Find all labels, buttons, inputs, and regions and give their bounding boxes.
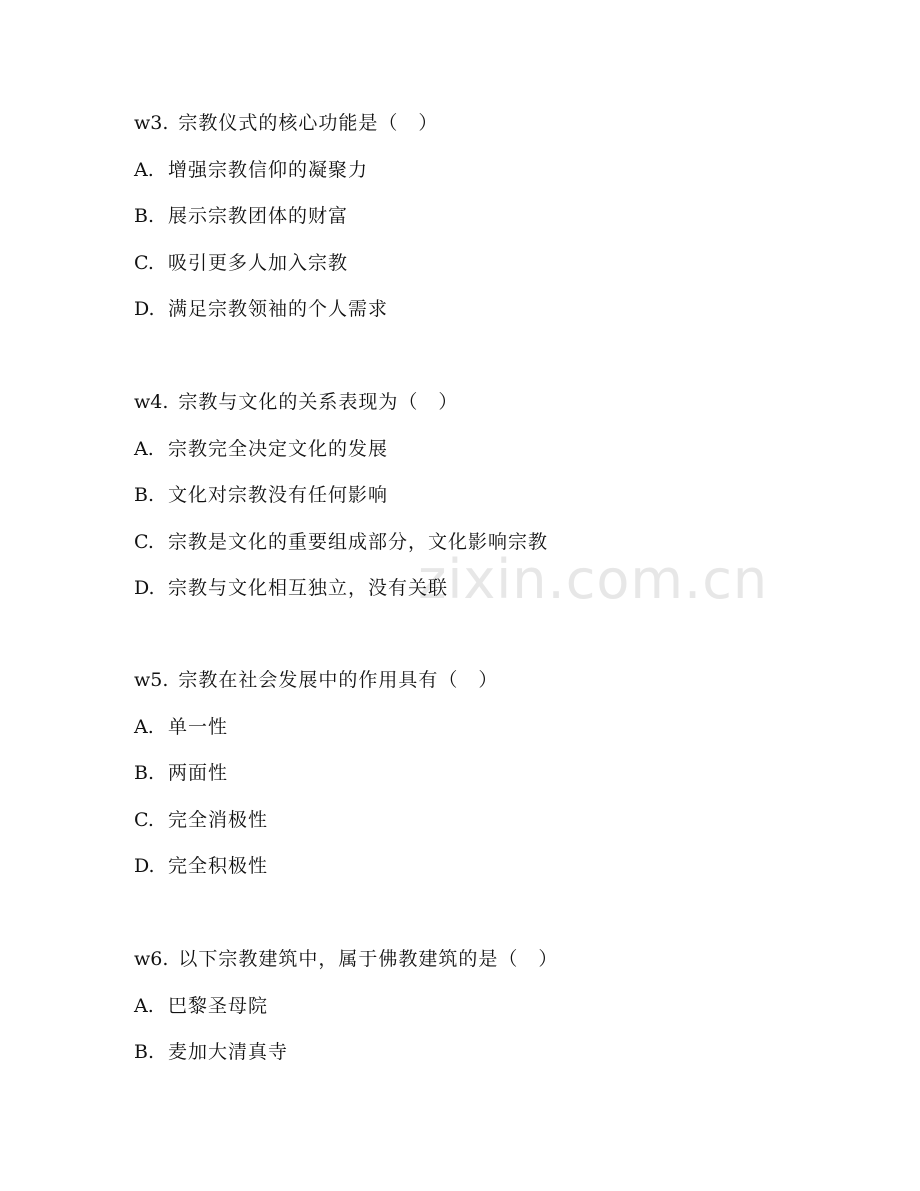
option-text: 完全积极性 xyxy=(168,855,269,877)
option-b xyxy=(134,760,834,807)
option-letter: D. xyxy=(134,577,155,599)
option-text: 宗教与文化相互独立，没有关联 xyxy=(168,577,449,599)
option-letter: A. xyxy=(134,994,154,1017)
option-c xyxy=(134,250,834,297)
question-number: w4. xyxy=(134,391,169,413)
option-text: 巴黎圣母院 xyxy=(168,994,269,1017)
option-c xyxy=(134,529,834,576)
option-letter: C. xyxy=(134,530,154,553)
question-text: 宗教仪式的核心功能是（ ） xyxy=(178,112,439,134)
option-text: 满足宗教领袖的个人需求 xyxy=(168,298,389,320)
option-letter: A. xyxy=(134,715,154,738)
option-text: 麦加大清真寺 xyxy=(168,1041,289,1063)
option-text: 吸引更多人加入宗教 xyxy=(168,251,349,274)
question-number: w5. xyxy=(134,669,169,691)
question-stem xyxy=(134,946,834,993)
option-letter: D. xyxy=(134,298,155,320)
question-stem xyxy=(134,110,834,157)
option-text: 两面性 xyxy=(168,762,229,784)
question-text: 以下宗教建筑中，属于佛教建筑的是（ ） xyxy=(178,948,559,970)
option-d xyxy=(134,853,834,900)
question-w6 xyxy=(134,946,834,1086)
option-letter: C. xyxy=(134,808,154,831)
option-b xyxy=(134,482,834,529)
option-d xyxy=(134,296,834,343)
option-letter: B. xyxy=(134,205,155,227)
question-w3 xyxy=(134,110,834,343)
option-letter: A. xyxy=(134,158,154,181)
question-stem xyxy=(134,667,834,714)
question-w5 xyxy=(134,667,834,900)
option-letter: B. xyxy=(134,484,155,506)
option-a xyxy=(134,714,834,761)
option-text: 文化对宗教没有任何影响 xyxy=(168,484,389,506)
option-d xyxy=(134,575,834,622)
option-letter: B. xyxy=(134,762,155,784)
option-a xyxy=(134,436,834,483)
option-a xyxy=(134,993,834,1040)
question-text: 宗教在社会发展中的作用具有（ ） xyxy=(178,669,499,691)
option-letter: D. xyxy=(134,855,155,877)
option-b xyxy=(134,203,834,250)
option-letter: B. xyxy=(134,1041,155,1063)
option-letter: A. xyxy=(134,437,154,460)
option-c xyxy=(134,807,834,854)
option-text: 完全消极性 xyxy=(168,808,269,831)
question-w4 xyxy=(134,389,834,622)
option-letter: C. xyxy=(134,251,154,274)
question-text: 宗教与文化的关系表现为（ ） xyxy=(178,391,459,413)
option-a xyxy=(134,157,834,204)
question-number: w3. xyxy=(134,112,169,134)
watermark: zixin.com.cn xyxy=(418,548,769,611)
question-stem xyxy=(134,389,834,436)
option-text: 宗教完全决定文化的发展 xyxy=(168,437,389,460)
option-b xyxy=(134,1039,834,1086)
option-text: 宗教是文化的重要组成部分，文化影响宗教 xyxy=(168,530,549,553)
option-text: 单一性 xyxy=(168,715,229,738)
option-text: 增强宗教信仰的凝聚力 xyxy=(168,158,369,181)
question-number: w6. xyxy=(134,948,169,970)
option-text: 展示宗教团体的财富 xyxy=(168,205,349,227)
